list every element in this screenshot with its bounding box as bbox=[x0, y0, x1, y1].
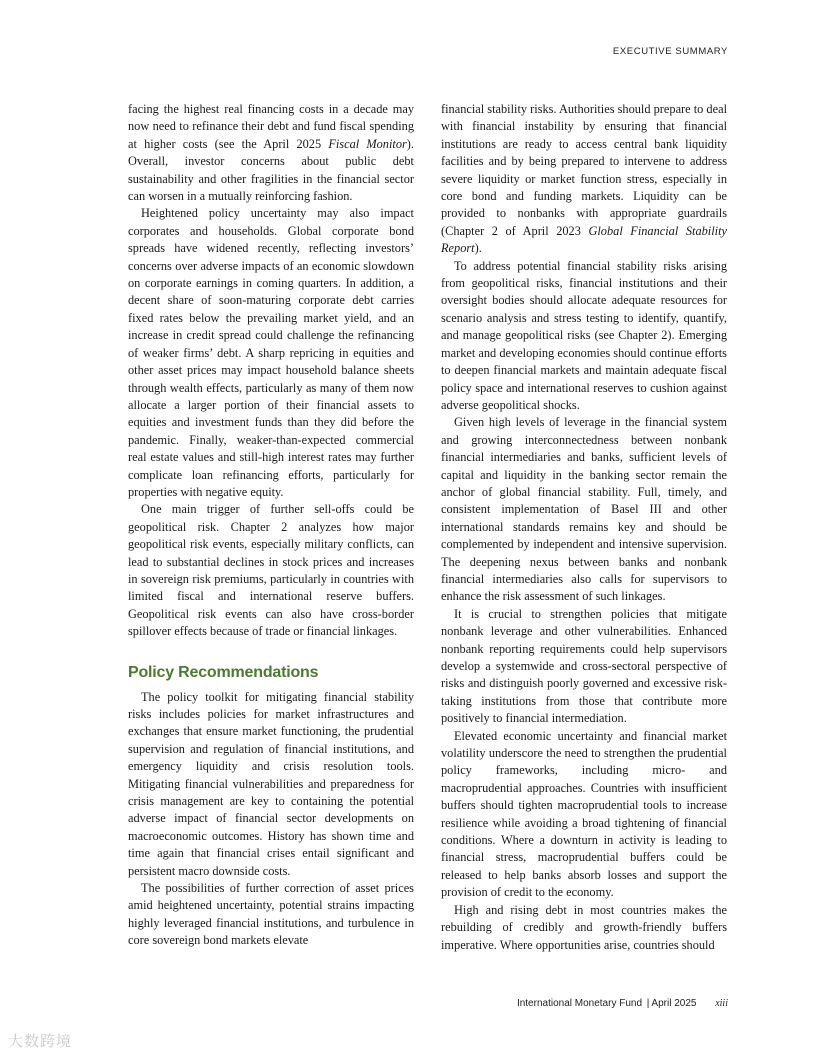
watermark: 大数跨境 bbox=[8, 1032, 73, 1050]
publisher: International Monetary Fund bbox=[516, 998, 643, 1009]
paragraph: financial stability risks. Authorities should prepare to deal with financial instability by ensuring that financial institutions are ready to access central bank liquidity facilities and by being prepared to intervene to address severe liquidity or market function stress, especially in core bond and funding markets. Liquidity can be provided to nonbanks with appropriate guardrails (Chapter 2 of April 2023 Global Financial Stability Report). bbox=[441, 102, 727, 256]
paragraph: To address potential financial stability risks arising from geopolitical risks, financial institutions and their oversight bodies should allocate adequate resources for scenario analysis and stress testing to identify, quantify, and manage geopolitical risks (see Chapter 2). Emerging market and developing economies should continue efforts to deepen financial markets and maintain adequate fiscal policy space and international reserves to cushion against adverse geopolitical shocks. bbox=[441, 258, 727, 412]
paragraph: Heightened policy uncertainty may also impact corporates and households. Global corporate bond spreads have widened recently, reflecting investors’ concerns over adverse impacts of an economic slowdown on corporate earnings in coming quarters. In addition, a decent share of soon-maturing corporate debt carries fixed rates below the prevailing market yield, and an increase in credit spread could challenge the refinancing of weaker firms’ debt. A sharp repricing in equities and other asset prices may impact household balance sheets through wealth effects, particularly as many of them now allocate a larger portion of their financial assets to equities and investment funds than they did before the pandemic. Finally, weaker-than-expected commercial real estate values and still-high interest rates may further complicate loan refinancing efforts, particularly for properties with negative equity. bbox=[128, 206, 414, 499]
paragraph: High and rising debt in most countries makes the rebuilding of credibly and growth-friendly buffers imperative. Where opportunities arise, countries should bbox=[441, 902, 727, 952]
footer-separator: | bbox=[646, 998, 650, 1009]
paragraph: Elevated economic uncertainty and financial market volatility underscore the need to strengthen the prudential policy frameworks, including micro- and macroprudential approaches. Countries with insufficient buffers should tighten macroprudential tools to increase resilience while avoiding a broad tightening of financial conditions. Where a downturn in activity is leading to financial stress, macroprudential buffers could be released to help banks absorb losses and support the provision of credit to the economy. bbox=[441, 728, 727, 900]
paragraph: It is crucial to strengthen policies that mitigate nonbank leverage and other vulnerabilities. Enhanced nonbank reporting requirements could help supervisors develop a systemwide and cross-sectoral perspective of risks and distinguish poorly governed and excessive risk-taking institutions from those that contribute more positively to financial intermediation. bbox=[441, 606, 727, 726]
right-column bbox=[441, 101, 727, 954]
paragraph: facing the highest real financing costs in a decade may now need to refinance their debt and fund fiscal spending at higher costs (see the April 2025 Fiscal Monitor). Overall, investor concerns about public debt sustainability and other fragilities in the financial sector can worsen in a mutually reinforcing fashion. bbox=[128, 102, 414, 204]
section-title: Policy Recommendations bbox=[128, 663, 319, 681]
publication-date: April 2025 bbox=[651, 998, 697, 1009]
paragraph: One main trigger of further sell-offs could be geopolitical risk. Chapter 2 analyzes how major geopolitical risk events, especially military conflicts, can lead to substantial declines in stock prices and increases in sovereign risk premiums, particularly in countries with limited fiscal and international reserve buffers. Geopolitical risk events can also have cross-border spillover effects because of trade or financial linkages. bbox=[128, 502, 414, 639]
left-column bbox=[128, 101, 414, 950]
running-head: EXECUTIVE SUMMARY bbox=[612, 46, 728, 57]
page-footer bbox=[517, 998, 728, 1009]
paragraph: The possibilities of further correction of asset prices amid heightened uncertainty, potential strains impacting highly leveraged financial institutions, and turbulence in core sovereign bond markets elevate bbox=[128, 881, 414, 948]
paragraph: The policy toolkit for mitigating financial stability risks includes policies for market infrastructures and exchanges that ensure market functioning, the prudential supervision and regulation of financial institutions, and emergency liquidity and crisis resolution tools. Mitigating financial vulnerabilities and preparedness for crisis management are key to containing the potential adverse impact of financial sector developments on macroeconomic outcomes. History has shown time and time again that financial crises entail significant and persistent macro downside costs. bbox=[128, 689, 414, 878]
paragraph: Given high levels of leverage in the financial system and growing interconnectedness between nonbank financial intermediaries and banks, sufficient levels of capital and liquidity in the banking sector remain the anchor of global financial stability. Full, timely, and consistent implementation of Basel III and other international standards remains key and should be complemented by independent and intensive supervision. The deepening nexus between banks and nonbank financial intermediaries also calls for supervisors to enhance the risk assessment of such linkages. bbox=[441, 415, 727, 604]
page-number: xiii bbox=[715, 998, 728, 1009]
